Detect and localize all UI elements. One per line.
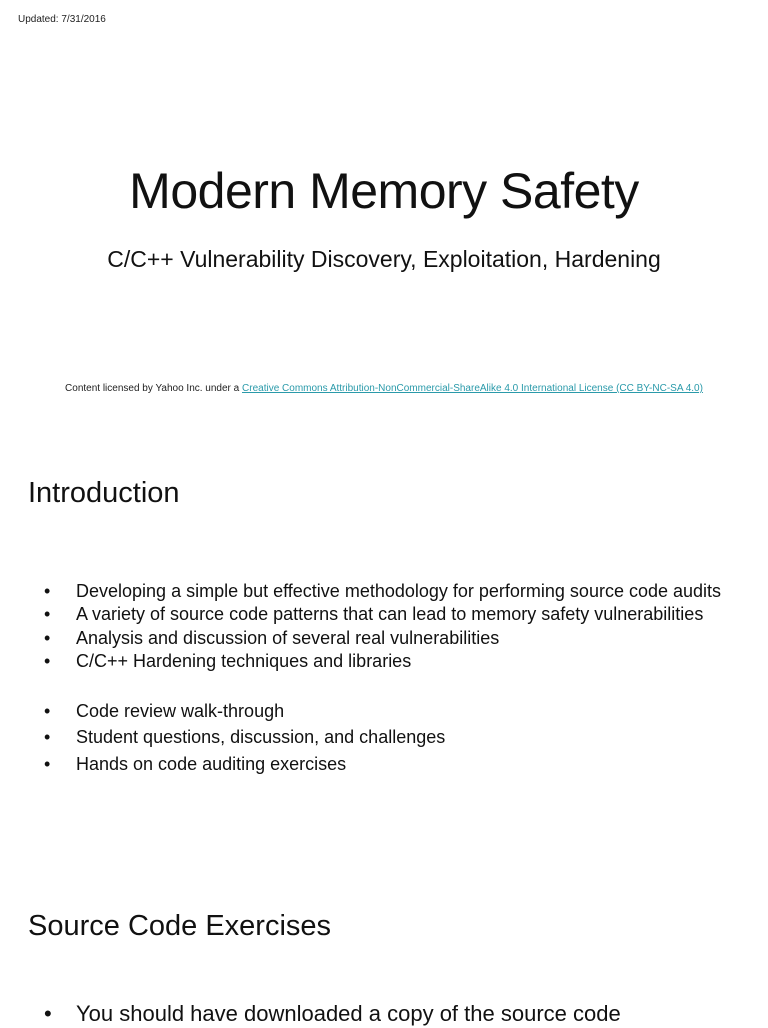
source-code-exercises-heading: Source Code Exercises	[28, 910, 332, 942]
list-item	[0, 698, 445, 724]
bullet-icon: •	[44, 753, 51, 774]
license-notice	[0, 383, 768, 394]
list-item-text: A variety of source code patterns that can lead to memory safety vulnerabilities	[76, 604, 704, 625]
list-item-text: Hands on code auditing exercises	[76, 753, 347, 774]
bullet-icon: •	[44, 604, 51, 625]
bullet-icon: •	[44, 581, 51, 601]
list-item-text: You should have downloaded a copy of the source code	[76, 1001, 621, 1026]
list-item	[0, 603, 721, 626]
introduction-list-topics	[0, 580, 721, 673]
document-subtitle: C/C++ Vulnerability Discovery, Exploitation, Hardening	[107, 246, 661, 272]
list-item-text: Student questions, discussion, and challenges	[76, 727, 446, 748]
license-link[interactable]: Creative Commons Attribution-NonCommercial-ShareAlike 4.0 International License (CC BY-NC-SA 4.0)	[242, 383, 703, 394]
bullet-icon: •	[44, 650, 51, 671]
list-item	[0, 580, 721, 603]
list-item	[0, 724, 445, 750]
list-item-text: Analysis and discussion of several real vulnerabilities	[76, 627, 500, 648]
updated-date: Updated: 7/31/2016	[18, 14, 106, 25]
list-item-text: C/C++ Hardening techniques and libraries	[76, 650, 412, 671]
bullet-icon: •	[44, 1001, 52, 1026]
list-item-text: Developing a simple but effective methodology for performing source code audits	[76, 581, 722, 601]
introduction-heading: Introduction	[28, 477, 180, 509]
bullet-icon: •	[44, 627, 51, 648]
list-item	[0, 627, 721, 650]
license-prefix: Content licensed by Yahoo Inc. under a	[65, 383, 243, 394]
document-title: Modern Memory Safety	[129, 163, 639, 219]
bullet-icon: •	[44, 701, 51, 721]
list-item	[0, 751, 445, 777]
introduction-list-format	[0, 698, 445, 777]
list-item-text: Code review walk-through	[76, 701, 285, 721]
list-item	[0, 650, 721, 673]
bullet-icon: •	[44, 727, 51, 748]
